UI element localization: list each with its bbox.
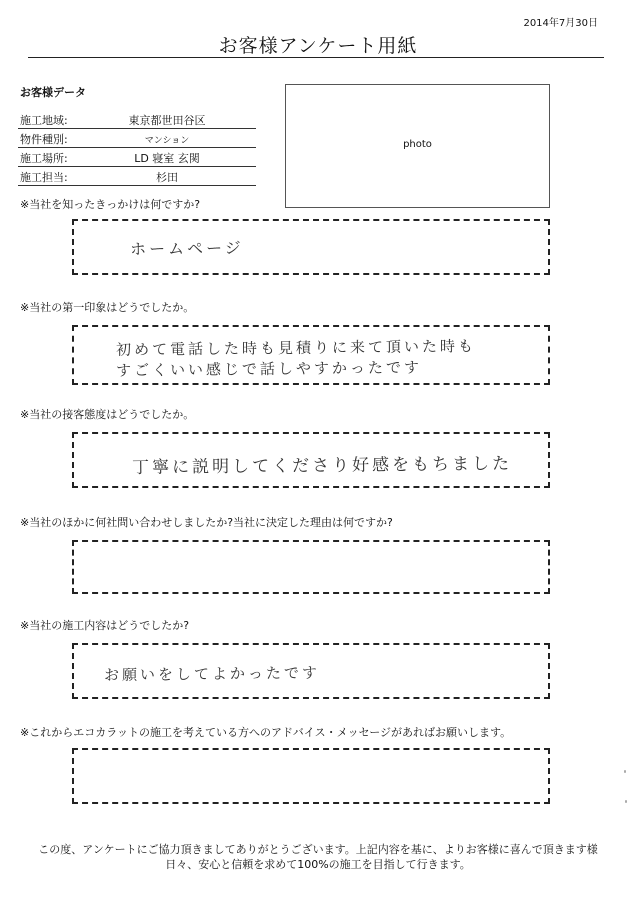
answer-box-4 bbox=[72, 540, 550, 594]
photo-label: photo bbox=[403, 139, 432, 150]
scan-speck bbox=[625, 800, 627, 803]
answer-3-line-1: 丁寧に説明してくださり好感をもちました bbox=[131, 454, 513, 478]
question-2: ※当社の第一印象はどうでしたか。 bbox=[20, 301, 195, 314]
answer-box-2 bbox=[72, 325, 550, 385]
customer-row-staff bbox=[18, 167, 256, 186]
title-underline bbox=[28, 57, 604, 58]
question-1: ※当社を知ったきっかけは何ですか? bbox=[20, 198, 201, 211]
customer-data-heading: お客様データ bbox=[20, 86, 86, 99]
answer-box-6 bbox=[72, 748, 550, 804]
question-6: ※これからエコカラットの施工を考えている方へのアドバイス・メッセージがあればお願いします。 bbox=[20, 726, 512, 739]
answer-1-line-1: ホームページ bbox=[129, 238, 244, 259]
answer-5-line-1: お願いをしてよかったです bbox=[103, 663, 321, 685]
customer-row-area bbox=[18, 110, 256, 129]
photo-placeholder bbox=[285, 84, 550, 208]
answer-box-1 bbox=[72, 219, 550, 275]
customer-row-location bbox=[18, 148, 256, 167]
row-label: 施工場所: bbox=[20, 152, 68, 165]
row-label: 施工地域: bbox=[20, 114, 68, 127]
page-title: お客様アンケート用紙 bbox=[218, 35, 418, 57]
footer-message bbox=[0, 842, 636, 872]
question-3: ※当社の接客態度はどうでしたか。 bbox=[20, 408, 195, 421]
customer-data-table bbox=[18, 110, 256, 186]
row-label: 物件種別: bbox=[20, 133, 68, 146]
footer-line-2: 日々、安心と信頼を求めて100%の施工を目指して行きます。 bbox=[165, 858, 471, 871]
footer-line-1: この度、アンケートにご協力頂きましてありがとうございます。上記内容を基に、よりお客様に喜んで頂きます様 bbox=[38, 843, 598, 856]
row-value: 東京都世田谷区 bbox=[128, 114, 206, 127]
row-value: 杉田 bbox=[156, 171, 178, 184]
answer-box-3 bbox=[72, 432, 550, 488]
answer-2-line-2: すごくいい感じで話しやすかったです bbox=[115, 358, 423, 380]
survey-date: 2014年7月30日 bbox=[523, 18, 598, 29]
question-4: ※当社のほかに何社問い合わせしましたか?当社に決定した理由は何ですか? bbox=[20, 516, 393, 529]
customer-row-property-type bbox=[18, 129, 256, 148]
answer-2-line-1: 初めて電話した時も見積りに来て頂いた時も bbox=[115, 337, 477, 359]
row-label: 施工担当: bbox=[20, 171, 68, 184]
row-value: マンション bbox=[144, 136, 190, 146]
row-value: LD 寝室 玄関 bbox=[134, 152, 200, 165]
answer-box-5 bbox=[72, 643, 550, 699]
scan-speck bbox=[624, 770, 626, 773]
question-5: ※当社の施工内容はどうでしたか? bbox=[20, 619, 190, 632]
